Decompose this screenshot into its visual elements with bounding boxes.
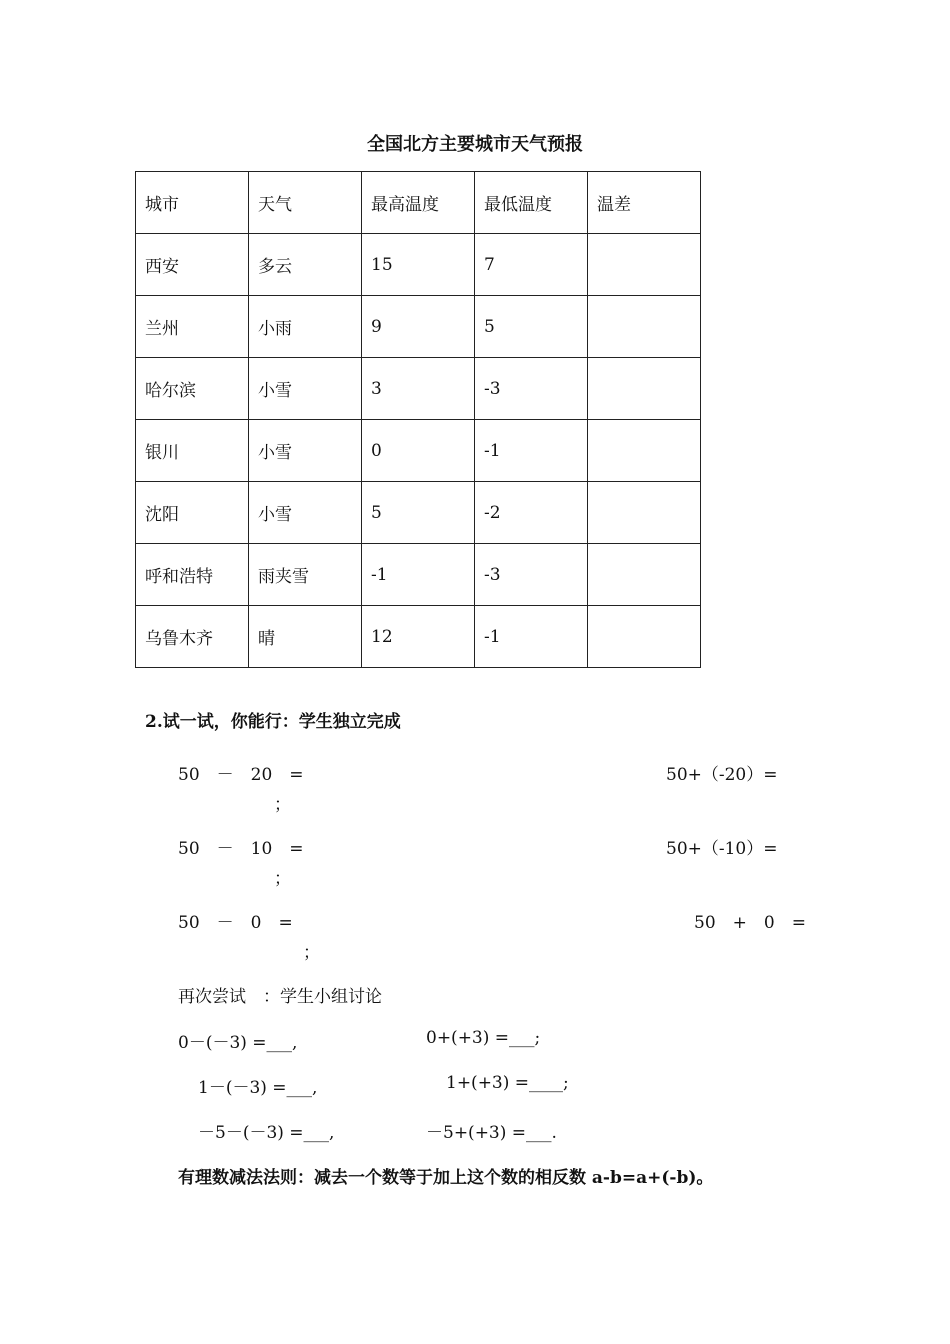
table-cell: 小雪 [249, 358, 362, 420]
header-cell: 温差 [588, 172, 701, 234]
table-cell: -3 [475, 544, 588, 606]
table-cell: 晴 [249, 606, 362, 668]
semicolon: ； [274, 869, 291, 889]
retry-equation-left: 1－(－3) =___, [198, 1078, 318, 1098]
equation-left: 50 － 20 = [178, 765, 304, 785]
table-row [136, 544, 701, 606]
table-cell: 9 [362, 296, 475, 358]
table-cell [588, 234, 701, 296]
retry-equation-left: 0－(－3) =___, [178, 1033, 298, 1053]
table-cell: 小雪 [249, 420, 362, 482]
table-cell: -3 [475, 358, 588, 420]
page-title: 全国北方主要城市天气预报 [367, 134, 583, 155]
table-cell: 西安 [136, 234, 249, 296]
table-cell [588, 482, 701, 544]
table-row [136, 234, 701, 296]
table-cell: 兰州 [136, 296, 249, 358]
table-cell: 7 [475, 234, 588, 296]
table-row [136, 606, 701, 668]
header-cell: 城市 [136, 172, 249, 234]
header-cell: 天气 [249, 172, 362, 234]
table-cell [588, 606, 701, 668]
retry-equation-right: 0+(+3) =___; [426, 1028, 541, 1048]
equation-right: 50 + 0 = [694, 913, 806, 933]
table-cell: 5 [362, 482, 475, 544]
weather-table [135, 171, 701, 668]
table-cell: -1 [475, 606, 588, 668]
table-row [136, 358, 701, 420]
table-cell: 小雨 [249, 296, 362, 358]
retry-equation-right: －5+(+3) =___. [426, 1123, 557, 1143]
equation-right: 50+（-20）= [666, 765, 778, 785]
table-row [136, 420, 701, 482]
header-cell: 最高温度 [362, 172, 475, 234]
table-cell: 银川 [136, 420, 249, 482]
retry-equation-left: －5－(－3) =___, [198, 1123, 335, 1143]
table-cell: 多云 [249, 234, 362, 296]
table-cell: 3 [362, 358, 475, 420]
retry-equation-right: 1+(+3) =____; [446, 1073, 569, 1093]
table-cell [588, 358, 701, 420]
semicolon: ； [303, 943, 320, 963]
retry-heading: 再次尝试 ：学生小组讨论 [178, 987, 382, 1007]
table-row [136, 296, 701, 358]
header-cell: 最低温度 [475, 172, 588, 234]
section-heading: 2.试一试，你能行：学生独立完成 [145, 712, 401, 732]
table-cell [588, 544, 701, 606]
table-cell: 呼和浩特 [136, 544, 249, 606]
table-cell: 沈阳 [136, 482, 249, 544]
table-cell [588, 420, 701, 482]
equation-right: 50+（-10）= [666, 839, 778, 859]
table-cell: 乌鲁木齐 [136, 606, 249, 668]
equation-left: 50 － 0 = [178, 913, 293, 933]
table-row [136, 482, 701, 544]
table-cell [588, 296, 701, 358]
table-header-row [136, 172, 701, 234]
table-cell: 12 [362, 606, 475, 668]
table-cell: -2 [475, 482, 588, 544]
table-cell: 小雪 [249, 482, 362, 544]
table-cell: 5 [475, 296, 588, 358]
table-cell: 雨夹雪 [249, 544, 362, 606]
table-cell: 哈尔滨 [136, 358, 249, 420]
table-cell: 15 [362, 234, 475, 296]
subtraction-rule: 有理数减法法则：减去一个数等于加上这个数的相反数 a-b=a+(-b)。 [178, 1168, 714, 1188]
equation-left: 50 － 10 = [178, 839, 304, 859]
table-cell: -1 [475, 420, 588, 482]
table-cell: -1 [362, 544, 475, 606]
table-cell: 0 [362, 420, 475, 482]
semicolon: ； [274, 795, 291, 815]
